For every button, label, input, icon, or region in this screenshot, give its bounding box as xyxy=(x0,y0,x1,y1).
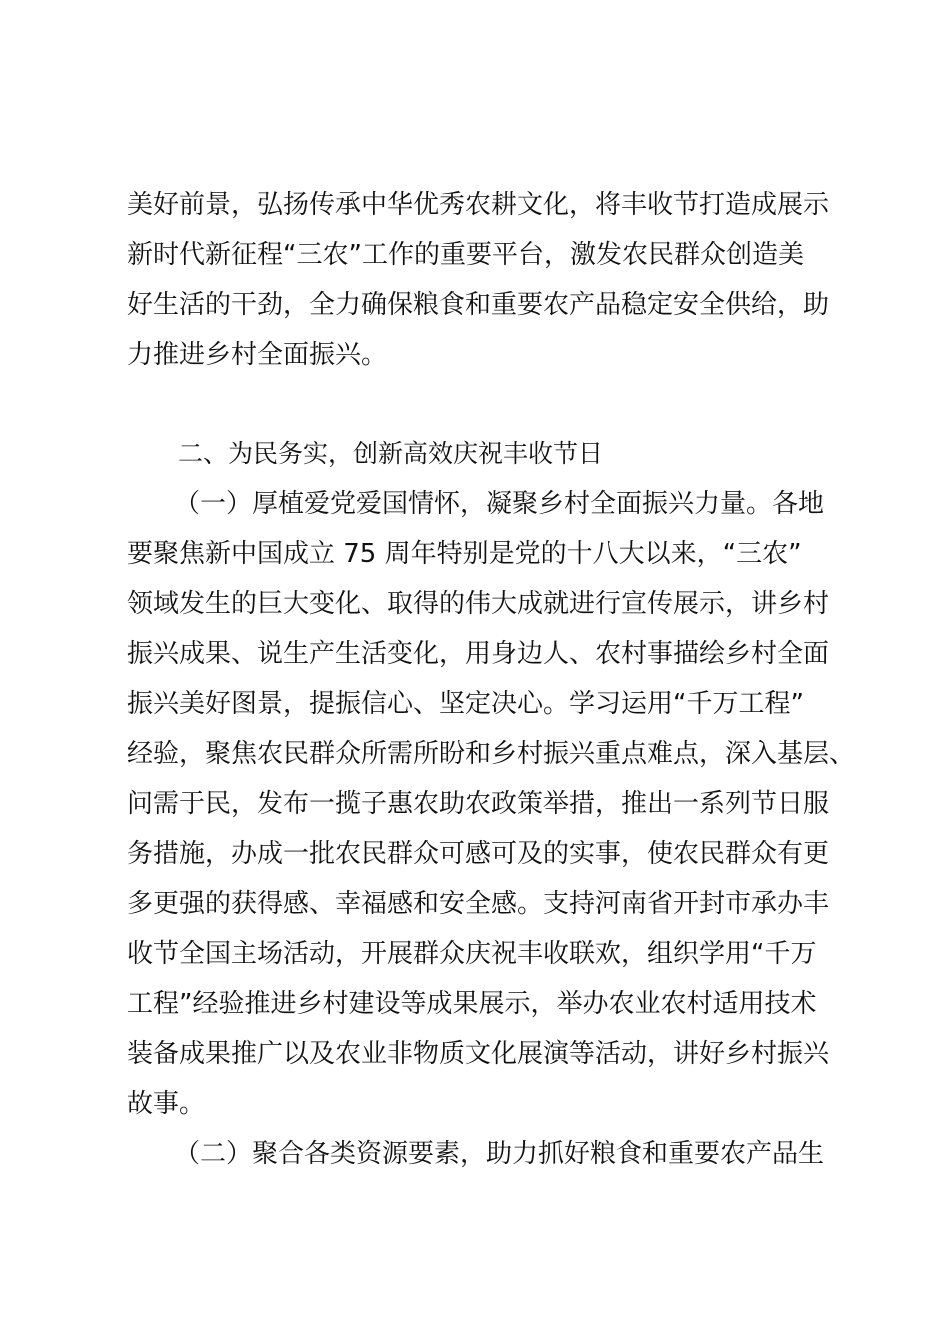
paragraph-line: 故事。 xyxy=(127,1089,206,1119)
paragraph-line: 振兴成果、说生产生活变化，用身边人、农村事描绘乡村全面 xyxy=(127,639,830,669)
paragraph-line: 问需于民，发布一揽子惠农助农政策举措，推出一系列节日服 xyxy=(127,789,830,819)
paragraph-line: 新时代新征程“三农”工作的重要平台，激发农民群众创造美 xyxy=(127,240,804,270)
paragraph-line: 美好前景，弘扬传承中华优秀农耕文化，将丰收节打造成展示 xyxy=(127,190,830,220)
paragraph-line: 务措施，办成一批农民群众可感可及的实事，使农民群众有更 xyxy=(127,839,830,869)
paragraph-line: 振兴美好图景，提振信心、坚定决心。学习运用“千万工程” xyxy=(127,689,804,719)
paragraph-line: 力推进乡村全面振兴。 xyxy=(127,340,388,370)
paragraph-line: 工程”经验推进乡村建设等成果展示，举办农业农村适用技术 xyxy=(127,989,817,1019)
paragraph-line: 要聚焦新中国成立 75 周年特别是党的十八大以来，“三农” xyxy=(127,539,802,569)
paragraph-line: 好生活的干劲，全力确保粮食和重要农产品稳定安全供给，助 xyxy=(127,290,830,320)
paragraph-line: （一）厚植爱党爱国情怀，凝聚乡村全面振兴力量。各地 xyxy=(174,489,825,519)
paragraph-line: 多更强的获得感、幸福感和安全感。支持河南省开封市承办丰 xyxy=(127,889,830,919)
paragraph-line: 装备成果推广以及农业非物质文化展演等活动，讲好乡村振兴 xyxy=(127,1039,830,1069)
section-heading: 二、为民务实，创新高效庆祝丰收节日 xyxy=(178,439,604,468)
paragraph-line: 经验，聚焦农民群众所需所盼和乡村振兴重点难点，深入基层、 xyxy=(127,739,856,769)
paragraph-line: （二）聚合各类资源要素，助力抓好粮食和重要农产品生 xyxy=(174,1139,825,1169)
paragraph-line: 收节全国主场活动，开展群众庆祝丰收联欢，组织学用“千万 xyxy=(127,939,817,969)
paragraph-line: 领域发生的巨大变化、取得的伟大成就进行宣传展示，讲乡村 xyxy=(127,589,830,619)
